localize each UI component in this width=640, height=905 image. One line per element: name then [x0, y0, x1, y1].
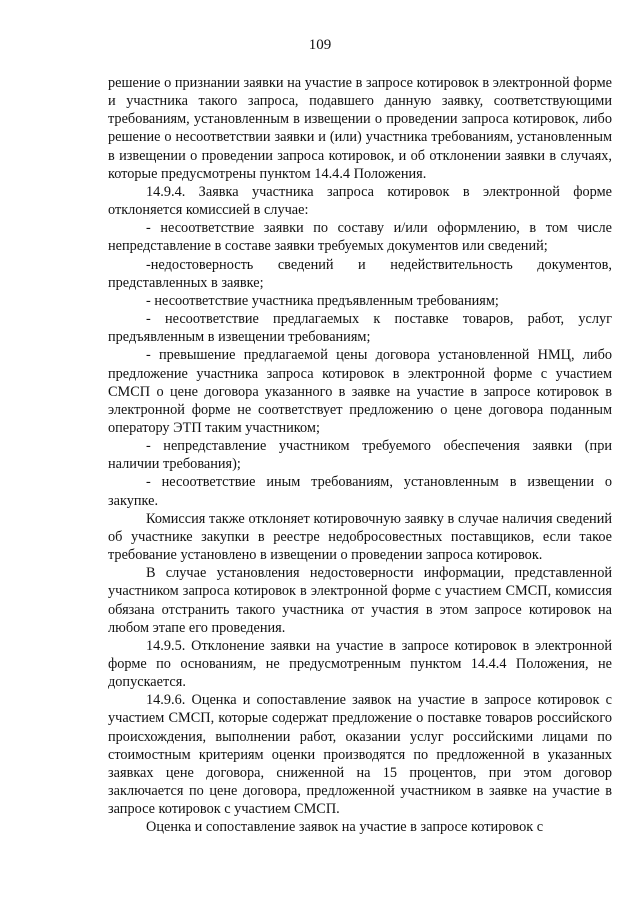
paragraph-evaluation: Оценка и сопоставление заявок на участие в запросе котировок с — [146, 819, 544, 836]
paragraph-unreliability: В случае установления недостоверности информации, представленной участником запроса котировок в электронной форме с участием СМСП, комиссия обязана отстранить такого участника от участия в этом запросе котировок на любом этапе его проведения. — [108, 565, 612, 636]
list-item: - несоответствие иным требованиям, установленным в извещении о закупке. — [108, 474, 612, 509]
document-body — [108, 74, 612, 837]
paragraph-14-9-6: 14.9.6. Оценка и сопоставление заявок на участие в запросе котировок с участием СМСП, которые содержат предложение о поставке товаров российского происхождения, выполнении работ, оказании услуг российскими лицами по стоимостным критериям оценки производятся по предложенной в указанных заявках цене договора, сниженной на 15 процентов, при этом договор заключается по цене договора, предложенной участником в заявке на участие в запросе котировок с участием СМСП. — [108, 692, 612, 818]
paragraph-14-9-5: 14.9.5. Отклонение заявки на участие в запросе котировок в электронной форме по основаниям, не предусмотренным пунктом 14.4.4 Положения, не допускается. — [108, 637, 612, 691]
paragraph-commission: Комиссия также отклоняет котировочную заявку в случае наличия сведений об участнике закупки в реестре недобросовестных поставщиков, если такое требование установлено в извещении о проведении запроса котировок. — [108, 510, 612, 564]
list-item: - несоответствие предлагаемых к поставке товаров, работ, услуг предъявленным в извещении требованиям; — [108, 311, 612, 346]
page-number: 109 — [308, 37, 332, 53]
paragraph-14-9-4: 14.9.4. Заявка участника запроса котировок в электронной форме отклоняется комиссией в случае: — [108, 183, 612, 219]
list-item: - несоответствие участника предъявленным требованиям; — [146, 292, 499, 309]
list-item: -недостоверность сведений и недействительность документов, представленных в заявке; — [108, 256, 612, 291]
list-item: - превышение предлагаемой цены договора установленной НМЦ, либо предложение участника запроса котировок в электронной форме с участием СМСП о цене договора указанного в заявке на участие в запросе котировок в электронной форме не соответствует предложению о цене договора поданным оператору ЭТП таким участником; — [108, 347, 612, 436]
list-item: - несоответствие заявки по составу и/или оформлению, в том числе непредставление в составе заявки требуемых документов или сведений; — [108, 220, 612, 255]
list-item: - непредставление участником требуемого обеспечения заявки (при наличии требования); — [108, 438, 612, 473]
paragraph-continuation: решение о признании заявки на участие в запросе котировок в электронной форме и участника такого запроса, подавшего данную заявку, соответствующими требованиям, установленным в извещении о проведении запроса котировок, либо решение о несоответствии заявки и (или) участника требованиям, установленным в извещении о проведении запроса котировок, и об отклонении заявки в случаях, которые предусмотрены пунктом 14.4.4 Положения. — [108, 75, 612, 182]
